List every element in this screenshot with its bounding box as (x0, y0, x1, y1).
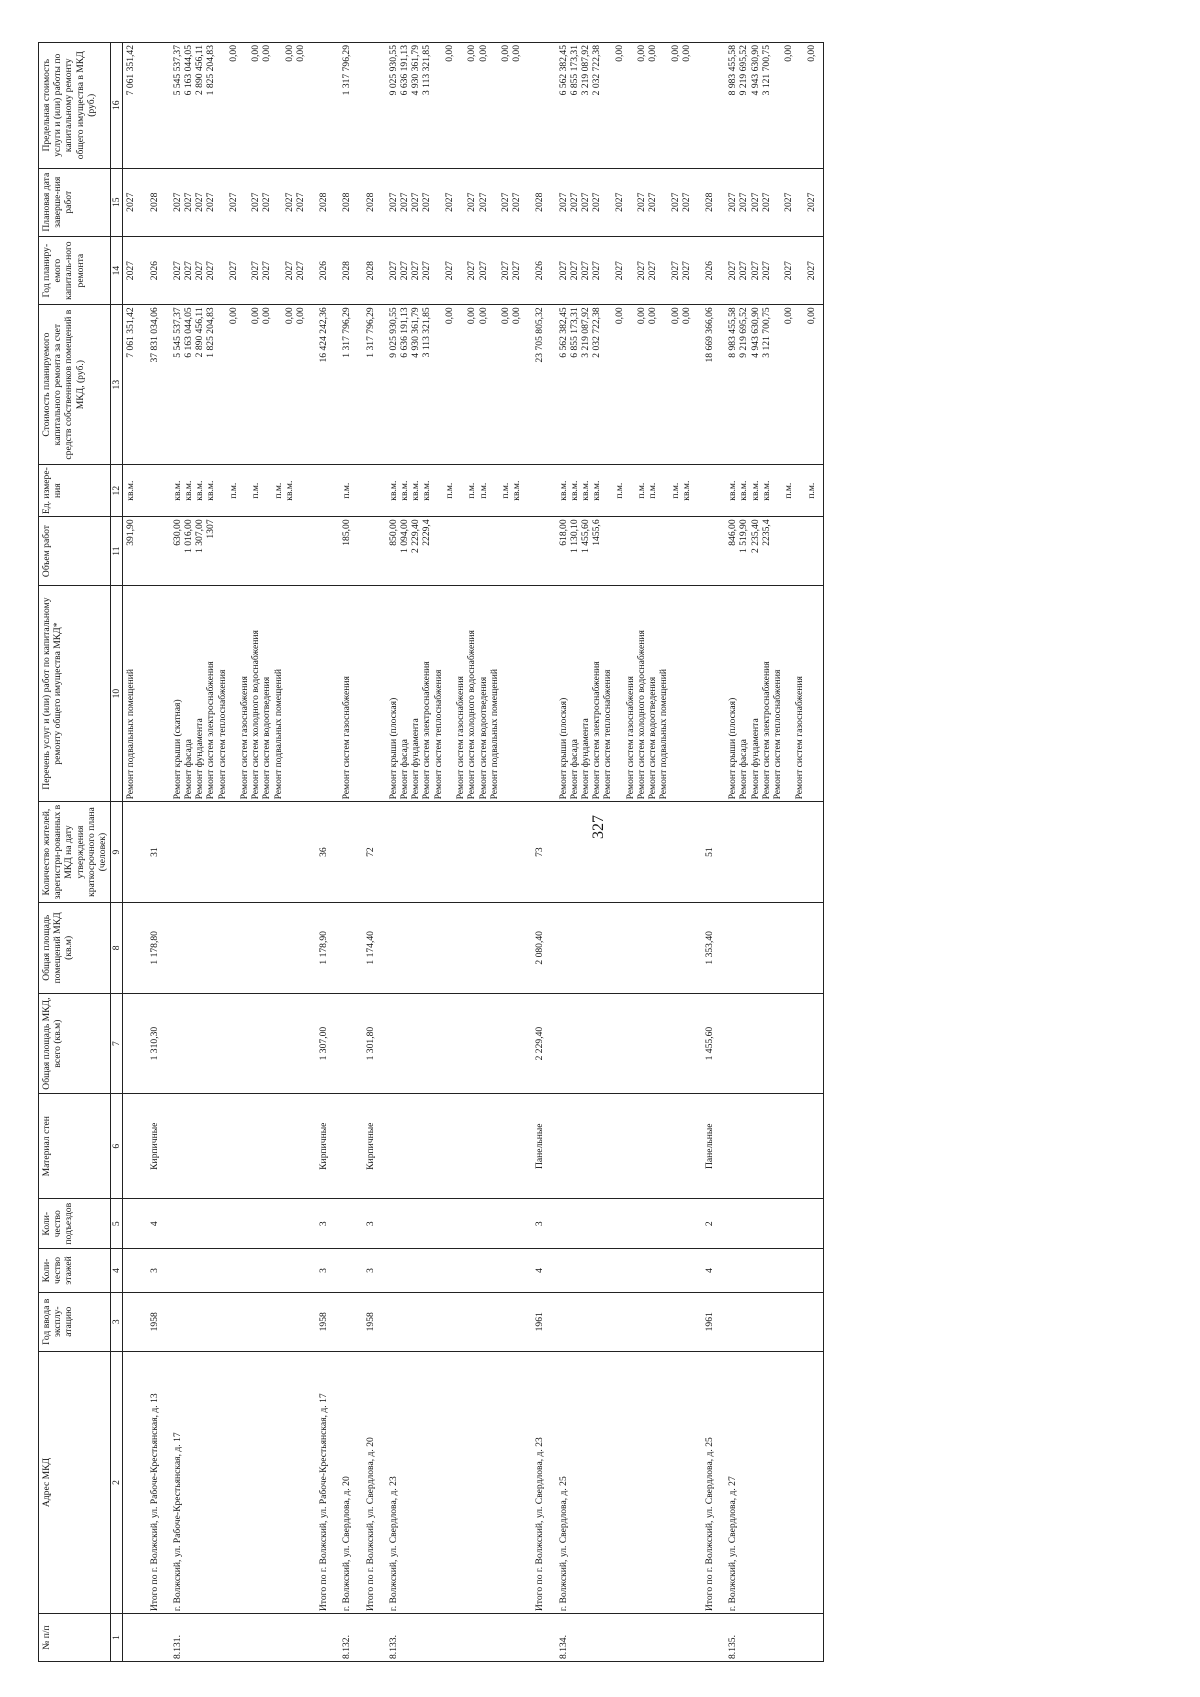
row-end-date: 2028 (359, 168, 382, 236)
row-wall-material (552, 1094, 698, 1199)
row-entrances (552, 1199, 698, 1249)
row-plan-year: 2027 2027 2027 2027 2027 2027 2027 2027 2027 (382, 236, 528, 304)
header-end-date: Плановая дата заверше-ния работ (39, 168, 111, 236)
column-number: 1 (111, 1614, 123, 1662)
row-number: 8.135. (721, 1614, 823, 1662)
row-end-date: 2027 2027 2027 2027 2027 2027 2027 2027 2027 (552, 168, 698, 236)
row-residents (335, 802, 358, 902)
row-max-cost: 6 562 382,45 6 855 173,31 3 219 087,92 2 032 722,38 0,00 0,00 0,00 0,00 0,00 (552, 43, 698, 169)
row-entrances: 4 (143, 1199, 166, 1249)
row-address (123, 1351, 143, 1613)
table-row (143, 43, 166, 1662)
column-number: 2 (111, 1351, 123, 1613)
row-works (528, 585, 551, 802)
row-volume: 846,00 1 519,90 2 235,40 2235,4 (721, 517, 823, 585)
row-residents: 36 (312, 802, 335, 902)
row-address: г. Волжский, ул. Свердлова, д. 23 (382, 1351, 528, 1613)
header-premises-area: Общая площадь помещений МКД (кв.м) (39, 902, 111, 993)
header-no: № п/п (39, 1614, 111, 1662)
table-body (123, 43, 823, 1662)
row-floors (123, 1249, 143, 1292)
page-number: 327 (590, 815, 607, 839)
row-wall-material (123, 1094, 143, 1199)
row-total-area (335, 993, 358, 1093)
table-row (123, 43, 143, 1662)
row-premises-area (166, 902, 312, 993)
row-entrances: 2 (698, 1199, 721, 1249)
row-residents: 72 (359, 802, 382, 902)
row-residents (721, 802, 823, 902)
row-entrances (123, 1199, 143, 1249)
row-volume (143, 517, 166, 585)
row-plan-year: 2028 (359, 236, 382, 304)
header-entrances: Коли-чество подъездов (39, 1199, 111, 1249)
row-end-date: 2028 (528, 168, 551, 236)
row-year-built: 1958 (312, 1292, 335, 1351)
row-end-date: 2028 (335, 168, 358, 236)
row-floors: 4 (528, 1249, 551, 1292)
row-floors: 3 (312, 1249, 335, 1292)
row-plan-year: 2027 2027 2027 2027 2027 2027 2027 2027 2027 (166, 236, 312, 304)
row-unit: кв.м. кв.м. кв.м. кв.м. п.м. п.м. (721, 464, 823, 516)
row-year-built (166, 1292, 312, 1351)
row-premises-area: 1 353,40 (698, 902, 721, 993)
row-floors (166, 1249, 312, 1292)
row-wall-material (335, 1094, 358, 1199)
row-works: Ремонт крыши (плоская) Ремонт фасада Ремонт фундамента Ремонт систем электроснабжения Ремонт систем теплоснабжения Ремонт систем газоснабжения Ремонт систем холодного водоснабжения Ремонт систем водоотведения Ремонт подвальных помещений (552, 585, 698, 802)
row-year-built (335, 1292, 358, 1351)
header-residents: Количество жителей, зарегистри-рованных в МКД на дату утверждения краткосрочного плана (человек) (39, 802, 111, 902)
row-max-cost: 9 025 930,55 6 636 191,13 4 930 361,79 3 113 321,85 0,00 0,00 0,00 0,00 0,00 (382, 43, 528, 169)
column-number: 15 (111, 168, 123, 236)
row-works: Ремонт крыши (скатная) Ремонт фасада Ремонт фундамента Ремонт систем электроснабжения Ремонт систем теплоснабжения Ремонт систем газоснабжения Ремонт систем холодного водоснабжения Ремонт систем водоотведения Ремонт подвальных помещений (166, 585, 312, 802)
row-number (528, 1614, 551, 1662)
table-row (335, 43, 358, 1662)
row-number: 8.131. (166, 1614, 312, 1662)
row-unit: кв.м. кв.м. кв.м. кв.м. п.м. п.м. п.м. п.м. кв.м. (552, 464, 698, 516)
row-number: 8.133. (382, 1614, 528, 1662)
row-volume: 618,00 1 130,10 1 455,60 1455,6 (552, 517, 698, 585)
row-plan-year: 2027 (123, 236, 143, 304)
row-year-built (382, 1292, 528, 1351)
row-max-cost (528, 43, 551, 169)
row-end-date: 2027 2027 2027 2027 2027 2027 (721, 168, 823, 236)
table-row (698, 43, 721, 1662)
rotated-table-container (38, 42, 1188, 1662)
row-number: 8.132. (335, 1614, 358, 1662)
table-row (359, 43, 382, 1662)
row-total-area (721, 993, 823, 1093)
row-wall-material: Кирпичные (312, 1094, 335, 1199)
row-floors (382, 1249, 528, 1292)
row-year-built: 1958 (359, 1292, 382, 1351)
row-cost: 5 545 537,37 6 163 044,05 2 890 456,11 1 825 204,83 0,00 0,00 0,00 0,00 0,00 (166, 305, 312, 465)
row-end-date: 2028 (143, 168, 166, 236)
row-year-built: 1961 (698, 1292, 721, 1351)
row-entrances: 3 (528, 1199, 551, 1249)
row-volume: 185,00 (335, 517, 358, 585)
row-works (698, 585, 721, 802)
row-cost: 6 562 382,45 6 855 173,31 3 219 087,92 2 032 722,38 0,00 0,00 0,00 0,00 0,00 (552, 305, 698, 465)
header-cost: Стоимость планируемого капитального ремонта за счет средств собственников помещений в МКД, (руб.) (39, 305, 111, 465)
row-year-built (721, 1292, 823, 1351)
row-volume: 630,00 1 016,00 1 307,00 1307 (166, 517, 312, 585)
table-row (382, 43, 528, 1662)
row-residents (382, 802, 528, 902)
row-year-built (123, 1292, 143, 1351)
header-unit: Ед. измере-ния (39, 464, 111, 516)
column-number: 13 (111, 305, 123, 465)
row-unit: кв.м. кв.м. кв.м. кв.м. п.м. п.м. п.м. кв.м. (166, 464, 312, 516)
row-address: г. Волжский, ул. Свердлова, д. 27 (721, 1351, 823, 1613)
row-end-date: 2027 2027 2027 2027 2027 2027 2027 2027 2027 (382, 168, 528, 236)
row-unit: кв.м. (123, 464, 143, 516)
row-wall-material (721, 1094, 823, 1199)
row-year-built (552, 1292, 698, 1351)
row-number (312, 1614, 335, 1662)
row-wall-material (382, 1094, 528, 1199)
row-cost: 1 317 796,29 (359, 305, 382, 465)
row-unit (698, 464, 721, 516)
row-year-built: 1961 (528, 1292, 551, 1351)
row-cost: 18 669 366,06 (698, 305, 721, 465)
row-entrances: 3 (359, 1199, 382, 1249)
table-row (552, 43, 698, 1662)
row-cost: 1 317 796,29 (335, 305, 358, 465)
row-floors (335, 1249, 358, 1292)
row-plan-year: 2026 (698, 236, 721, 304)
row-works: Ремонт подвальных помещений (123, 585, 143, 802)
header-volume: Объем работ (39, 517, 111, 585)
row-premises-area (552, 902, 698, 993)
header-wall-material: Материал стен (39, 1094, 111, 1199)
row-floors: 3 (143, 1249, 166, 1292)
column-number-row (111, 43, 123, 1662)
row-volume: 391,90 (123, 517, 143, 585)
row-total-area (382, 993, 528, 1093)
row-wall-material: Панельные (698, 1094, 721, 1199)
column-number: 4 (111, 1249, 123, 1292)
row-address: г. Волжский, ул. Свердлова, д. 25 (552, 1351, 698, 1613)
table-row (312, 43, 335, 1662)
row-address: Итого по г. Волжский, ул. Рабоче-Крестьянская, д. 17 (312, 1351, 335, 1613)
row-total-area (552, 993, 698, 1093)
row-plan-year: 2026 (528, 236, 551, 304)
row-volume (359, 517, 382, 585)
row-premises-area: 1 174,40 (359, 902, 382, 993)
row-works: Ремонт крыши (плоская) Ремонт фасада Ремонт фундамента Ремонт систем электроснабжения Ремонт систем теплоснабжения Ремонт систем газоснабжения (721, 585, 823, 802)
row-unit: п.м. (335, 464, 358, 516)
row-wall-material: Кирпичные (359, 1094, 382, 1199)
row-address: Итого по г. Волжский, ул. Рабоче-Крестьянская, д. 13 (143, 1351, 166, 1613)
row-plan-year: 2026 (143, 236, 166, 304)
column-number: 3 (111, 1292, 123, 1351)
row-premises-area: 1 178,90 (312, 902, 335, 993)
row-residents (166, 802, 312, 902)
row-max-cost: 8 983 455,58 9 219 695,52 4 943 630,90 3 121 700,75 0,00 0,00 (721, 43, 823, 169)
row-premises-area (382, 902, 528, 993)
row-volume (528, 517, 551, 585)
header-works: Перечень услуг и (или) работ по капитальному ремонту общего имущества МКД* (39, 585, 111, 802)
row-max-cost (698, 43, 721, 169)
row-floors (721, 1249, 823, 1292)
header-year-built: Год ввода в эксплу-атацию (39, 1292, 111, 1351)
row-end-date: 2027 2027 2027 2027 2027 2027 2027 2027 2027 (166, 168, 312, 236)
row-entrances (382, 1199, 528, 1249)
table-row (721, 43, 823, 1662)
row-plan-year: 2028 (335, 236, 358, 304)
row-floors: 4 (698, 1249, 721, 1292)
row-floors (552, 1249, 698, 1292)
column-number: 11 (111, 517, 123, 585)
row-max-cost: 1 317 796,29 (335, 43, 358, 169)
row-total-area: 1 307,00 (312, 993, 335, 1093)
row-wall-material: Кирпичные (143, 1094, 166, 1199)
row-premises-area: 2 080,40 (528, 902, 551, 993)
row-max-cost (359, 43, 382, 169)
row-cost: 8 983 455,58 9 219 695,52 4 943 630,90 3 121 700,75 0,00 0,00 (721, 305, 823, 465)
row-entrances (166, 1199, 312, 1249)
header-total-area: Общая площадь МКД, всего (кв.м) (39, 993, 111, 1093)
row-total-area (123, 993, 143, 1093)
column-number: 12 (111, 464, 123, 516)
row-total-area: 1 455,60 (698, 993, 721, 1093)
header-plan-year: Год планиру-емого капиталь-ного ремонта (39, 236, 111, 304)
row-unit: кв.м. кв.м. кв.м. кв.м. п.м. п.м. п.м. п.м. кв.м. (382, 464, 528, 516)
row-cost: 7 061 351,42 (123, 305, 143, 465)
row-cost: 9 025 930,55 6 636 191,13 4 930 361,79 3 113 321,85 0,00 0,00 0,00 0,00 0,00 (382, 305, 528, 465)
column-number: 9 (111, 802, 123, 902)
row-year-built: 1958 (143, 1292, 166, 1351)
row-address: Итого по г. Волжский, ул. Свердлова, д. 23 (528, 1351, 551, 1613)
column-number: 10 (111, 585, 123, 802)
row-cost: 16 424 242,36 (312, 305, 335, 465)
row-residents: 31 (143, 802, 166, 902)
row-total-area: 1 301,80 (359, 993, 382, 1093)
row-max-cost: 7 061 351,42 (123, 43, 143, 169)
row-end-date: 2028 (698, 168, 721, 236)
row-premises-area (721, 902, 823, 993)
row-max-cost (312, 43, 335, 169)
row-works: Ремонт крыши (плоская) Ремонт фасада Ремонт фундамента Ремонт систем электроснабжения Ремонт систем теплоснабжения Ремонт систем газоснабжения Ремонт систем холодного водоснабжения Ремонт систем водоотведения Ремонт подвальных помещений (382, 585, 528, 802)
row-premises-area (123, 902, 143, 993)
column-number: 16 (111, 43, 123, 169)
row-max-cost (143, 43, 166, 169)
row-residents (123, 802, 143, 902)
row-unit (359, 464, 382, 516)
row-floors: 3 (359, 1249, 382, 1292)
row-volume (312, 517, 335, 585)
header-row (39, 43, 111, 1662)
row-premises-area: 1 178,80 (143, 902, 166, 993)
row-wall-material (166, 1094, 312, 1199)
row-unit (528, 464, 551, 516)
row-total-area: 1 310,30 (143, 993, 166, 1093)
row-entrances: 3 (312, 1199, 335, 1249)
row-entrances (335, 1199, 358, 1249)
row-max-cost: 5 545 537,37 6 163 044,05 2 890 456,11 1 825 204,83 0,00 0,00 0,00 0,00 0,00 (166, 43, 312, 169)
row-entrances (721, 1199, 823, 1249)
row-works (143, 585, 166, 802)
row-cost: 37 831 034,06 (143, 305, 166, 465)
row-residents: 51 (698, 802, 721, 902)
row-residents (552, 802, 698, 902)
row-works (359, 585, 382, 802)
row-address: Итого по г. Волжский, ул. Свердлова, д. 20 (359, 1351, 382, 1613)
row-number (359, 1614, 382, 1662)
row-plan-year: 2027 2027 2027 2027 2027 2027 2027 2027 2027 (552, 236, 698, 304)
row-end-date: 2027 (123, 168, 143, 236)
row-total-area (166, 993, 312, 1093)
row-number (123, 1614, 143, 1662)
row-unit (312, 464, 335, 516)
header-max-cost: Предельная стоимость услуги и (или) работы по капитальному ремонту общего имущества в МКД (руб.) (39, 43, 111, 169)
row-volume (698, 517, 721, 585)
row-address: г. Волжский, ул. Рабоче-Крестьянская, д. 17 (166, 1351, 312, 1613)
capital-repair-table (38, 42, 824, 1662)
row-residents: 73 (528, 802, 551, 902)
row-number: 8.134. (552, 1614, 698, 1662)
table-row (166, 43, 312, 1662)
column-number: 5 (111, 1199, 123, 1249)
row-plan-year: 2027 2027 2027 2027 2027 2027 (721, 236, 823, 304)
row-number (143, 1614, 166, 1662)
row-total-area: 2 229,40 (528, 993, 551, 1093)
column-number: 7 (111, 993, 123, 1093)
row-unit (143, 464, 166, 516)
row-cost: 23 705 805,32 (528, 305, 551, 465)
column-number: 14 (111, 236, 123, 304)
row-address: г. Волжский, ул. Свердлова, д. 20 (335, 1351, 358, 1613)
row-works: Ремонт систем газоснабжения (335, 585, 358, 802)
row-premises-area (335, 902, 358, 993)
table-row (528, 43, 551, 1662)
row-plan-year: 2026 (312, 236, 335, 304)
header-address: Адрес МКД (39, 1351, 111, 1613)
column-number: 6 (111, 1094, 123, 1199)
row-volume: 850,00 1 094,00 2 229,40 2229,4 (382, 517, 528, 585)
row-number (698, 1614, 721, 1662)
header-floors: Коли-чество этажей (39, 1249, 111, 1292)
row-wall-material: Панельные (528, 1094, 551, 1199)
row-end-date: 2028 (312, 168, 335, 236)
column-number: 8 (111, 902, 123, 993)
row-address: Итого по г. Волжский, ул. Свердлова, д. 25 (698, 1351, 721, 1613)
row-works (312, 585, 335, 802)
